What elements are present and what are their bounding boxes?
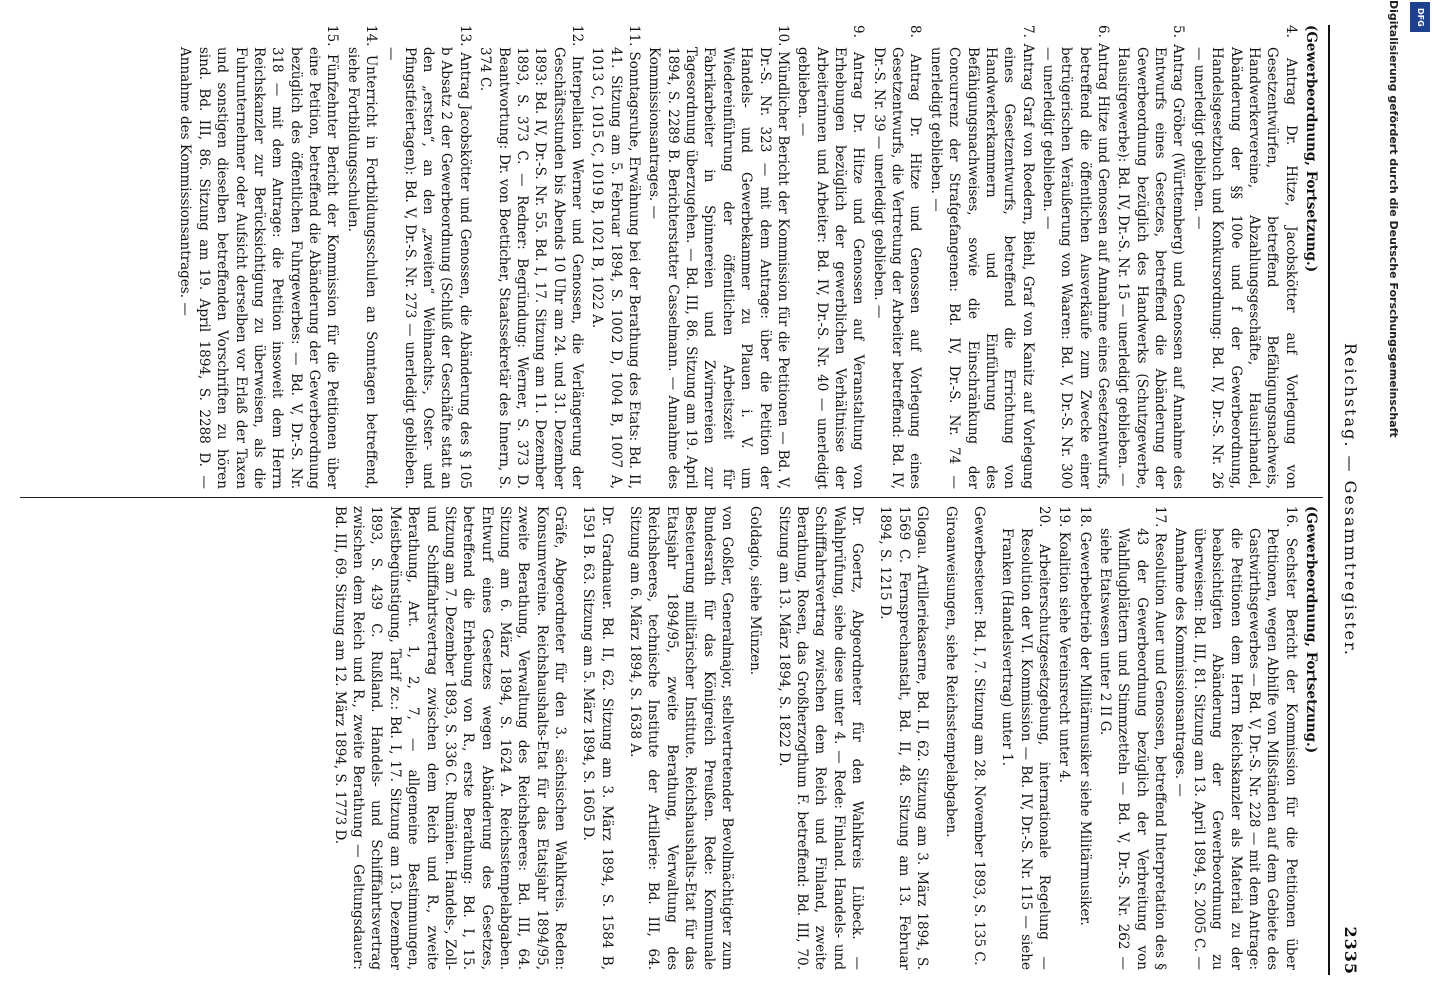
register-entry: 13. Antrag Jacobskötter und Genossen, die Abänderung des § 105 b Absatz 2 der Gewerbeordnung (Schluß der Geschäfte statt an den „ersten“, an den „zweiten“ Weihnachts-, Oster- und Pfingstfeiertagen): Bd. V, Dr.-S. Nr. 273 — unerledigt geblieben. —: [383, 25, 473, 489]
continuation-heading: (Gewerbeordnung, Fortsetzung.): [1303, 25, 1319, 273]
register-block: Dr. Gradnauer. Bd. II, 62. Sitzung am 3. März 1894, S. 1584 B, 1591 B. 63. Sitzung am 5. März 1894, S. 1605 D.: [580, 506, 615, 970]
register-entry: 20. Arbeiterschutzgesetzgebung, internationale Regelung — Resolution der VI. Kommission — Bd. IV, Dr.-S. Nr. 115 — siehe Franken (Handelsvertrag) unter 1.: [999, 506, 1052, 970]
register-block: Glogau. Artilleriekaserne, Bd. II, 62. Sitzung am 3. März 1894, S. 1569 C. Fernsprechanstalt, Bd. II, 48. Sitzung am 13. Februar 1894, S. 1215 D.: [877, 506, 931, 970]
register-entry: 4. Antrag Dr. Hitze, Jacobskötter auf Vorlegung von Gesetzentwürfen, betreffend Befähigungsnachweis, Handwerkervereine, Abzahlungsgeschäfte, Hausirhandel, Abänderung der §§ 100e und f der Gewerbeordnung, Handelsgesetzbuch und Konkursordnung: Bd. IV, Dr.-S. Nr. 26 — unerledigt geblieben. —: [1190, 25, 1299, 489]
dfg-logo-icon: DFG: [1410, 2, 1430, 32]
register-entry: 17. Resolution Auer und Genossen, betreffend Interpretation des § 43 der Gewerbeordnung bezüglich der Verbreitung von Wahlflugblättern und Stimmzetteln — Bd. V, Dr.-S. Nr. 262 — siehe Etatswesen unter 2 II G.: [1097, 506, 1169, 970]
register-entry: 12. Interpellation Werner und Genossen, die Verlängerung der Geschäftsstunden bis Abends 10 Uhr am 24. und 31. Dezember 1893: Bd. IV, Dr.-S. Nr. 55. Bd. I, 17. Sitzung am 11. Dezember 1893, S. 373 C. — Redner: Begründung: Werner, S. 373 D. Beantwortung: Dr. von Boetticher, Staatssekretär des Innern, S. 374 C.: [477, 25, 585, 489]
register-entry: 19. Koalition siehe Vereinsrecht unter 4.: [1056, 506, 1073, 784]
register-block: Gewerbesteuer: Bd. I, 7. Sitzung am 28. November 1893, S. 135 C.: [970, 506, 987, 966]
digitization-note: Digitalisierung gefördert durch die Deutsche Forschungsgemeinschaft: [1387, 0, 1400, 438]
register-entry: 8. Antrag Dr. Hitze und Genossen auf Vorlegung eines Gesetzentwurfs, die Vertretung der Arbeiter betreffend: Bd. IV, Dr.-S. Nr. 39 — unerledigt geblieben. —: [870, 25, 924, 489]
register-entry: 6. Antrag Hitze und Genossen auf Annahme eines Gesetzentwurfs, betreffend die öffentlichen Ausverkäufe zum Zwecke einer betrügerischen Veräußerung von Waaren: Bd. V, Dr.-S. Nr. 300 — unerledigt geblieben. —: [1039, 25, 1112, 489]
register-entry: 5. Antrag Gröber (Württemberg) und Genossen auf Annahme des Entwurfs eines Gesetzes, betreffend die Abänderung der Gewerbeordnung bezüglich des Handwerks (Schutzgewerbe, Hausirgewerbe): Bd. IV, Dr.-S. Nr. 15 — unerledigt geblieben. —: [1115, 25, 1187, 489]
register-entry: 15. Fünfzehnter Bericht der Kommission für die Petitionen über eine Petition, betreffend die Abänderung der Gewerbeordnung bezüglich des öffentlichen Fuhrgewerbes: — Bd. V, Dr.-S. Nr. 318 — mit dem Antrage: die Petition insoweit dem Herrn Reichskanzler zur Berücksichtigung zu überweisen, als die Fuhrunternehmer oder Aufsicht derselben vor Erlaß der Taxen und sonstigen dieselben betreffenden Vorschriften zu hören sind. Bd. III, 86. Sitzung am 19. April 1894, S. 2288 D. — Annahme des Kommissionsantrages. —: [177, 25, 341, 489]
register-entry: 18. Gewerbebetrieb der Militärmusiker siehe Militärmusiker.: [1076, 506, 1093, 926]
register-entry: 16. Sechster Bericht der Kommission für die Petitionen über Petitionen, wegen Abhilfe von Mißständen auf dem Gebiete des Gastwirthsgewerbes — Bd. V, Dr.-S. Nr. 228 — mit dem Antrage: die Petitionen dem Herrn Reichskanzler als Material zu der beabsichtigten Abänderung der Gewerbeordnung zu überweisen: Bd. III, 81. Sitzung am 13. April 1894, S. 2005 C. — Annahme des Kommissionsantrages. —: [1172, 506, 1299, 970]
register-entry: 11. Sonntagsruhe, Erwähnung bei der Berathung des Etats: Bd. II, 41. Sitzung am 5. Februar 1894, S. 1002 D, 1004 B, 1007 A, 1013 C, 1015 C, 1019 B, 1021 B, 1022 A.: [589, 25, 643, 489]
register-block: Dr. Goertz, Abgeordneter für den Wahlkreis Lübeck. — Wahlprüfung, siehe diese unter 4. — Rede: Finland. Handels- und Schifffahrtsvertrag zwischen dem Reich und Finland, zweite Berathung, Rosen, das Großherzogthum F. betreffend: Bd. III, 70. Sitzung am 13. März 1894, S. 1822 D.: [775, 506, 866, 970]
register-block: von Goßler, Generalmajor, stellvertretender Bevollmächtigter zum Bundesrath für das Königreich Preußen. Rede: Kommunale Besteuerung militärischer Institute. Reichshaushalts-Etat für das Etatsjahr 1894/95, zweite Berathung, Verwaltung des Reichsheeres, technische Institute der Artillerie: Bd. III, 64. Sitzung am 6. März 1894, S. 1638 A.: [627, 506, 735, 970]
register-block: Goldagio, siehe Münzen.: [747, 506, 764, 676]
register-block: Gräfe, Abgeordneter für den 3. sächsischen Wahlkreis. Reden: Konsumvereine. Reichshaushalts-Etat für das Etatsjahr 1894/95, zweite Berathung, Verwaltung des Reichsheeres: Bd. III, 64. Sitzung am 6. März 1894, S. 1624 A. Reichsstempelabgaben. Entwurf eines Gesetzes wegen Abänderung des Gesetzes, betreffend die Erhebung von R., erste Berathung: Bd. I, 15. Sitzung am 7. Dezember 1893, S. 336 C. Rumänien. Handels-, Zoll- und Schifffahrtsvertrag zwischen dem Reich und R., zweite Berathung, Art. 1, 2, 7, — allgemeine Bestimmungen, Meistbegünstigung, Tarif zc.: Bd. I, 17. Sitzung am 13. Dezember 1893, S. 439 C. Rußland. Handels- und Schifffahrtsvertrag zwischen dem Reich und R., zweite Berathung — Geltungsdauer: Bd. III, 69. Sitzung am 12. März 1894, S. 1773 D.: [331, 506, 569, 970]
column-first: [20, 25, 1320, 489]
register-entry: 14. Unterricht in Fortbildungsschulen an Sonntagen betreffend, siehe Fortbildungsschulen.: [344, 25, 380, 489]
continuation-heading: (Gewerbeordnung, Fortsetzung.): [1303, 506, 1319, 754]
register-entry: 9. Antrag Dr. Hitze und Genossen auf Veranstaltung von Erhebungen bezüglich der gewerblichen Verhältnisse der Arbeiterinnen und Arbeiter: Bd. IV, Dr.-S. Nr. 40 — unerledigt geblieben. —: [795, 25, 867, 489]
page-number: 2335: [1341, 926, 1360, 975]
digitization-credit: [1372, 0, 1400, 1000]
register-entry: 10. Mündlicher Bericht der Kommission für die Petitionen — Bd. V, Dr.-S. Nr. 323 — mit dem Antrage: über die Petition der Handels- und Gewerbekammer zu Plauen i. V. um Wiedereinführung der öffentlichen Arbeitszeit für Fabrikarbeiter in Spinnereien und Zwirnereien zur Tagesordnung überzugehen. — Bd. III, 86. Sitzung am 19. April 1894, S. 2289 B. Berichterstatter Casselmann. — Annahme des Kommissionsantrages. —: [646, 25, 791, 489]
register-entry: 7. Antrag Graf von Roedern, Biehl, Graf von Kanitz auf Vorlegung eines Gesetzentwurfs, betreffend die Errichtung von Handwerkerkammern und Einführung des Befähigungsnachweises, sowie die Einschränkung der Concurrenz der Strafgefangenen: Bd. IV, Dr.-S. Nr. 74 — unerledigt geblieben. —: [927, 25, 1036, 489]
column-second: [20, 506, 1320, 970]
running-title: Reichstag. — Gesammtregister.: [1341, 343, 1360, 657]
header-rule: [1328, 25, 1330, 975]
register-block: Giroanweisungen, siehe Reichsstempelabgaben.: [942, 506, 959, 838]
page-header: [1330, 25, 1360, 975]
column-divider: [20, 497, 1323, 498]
